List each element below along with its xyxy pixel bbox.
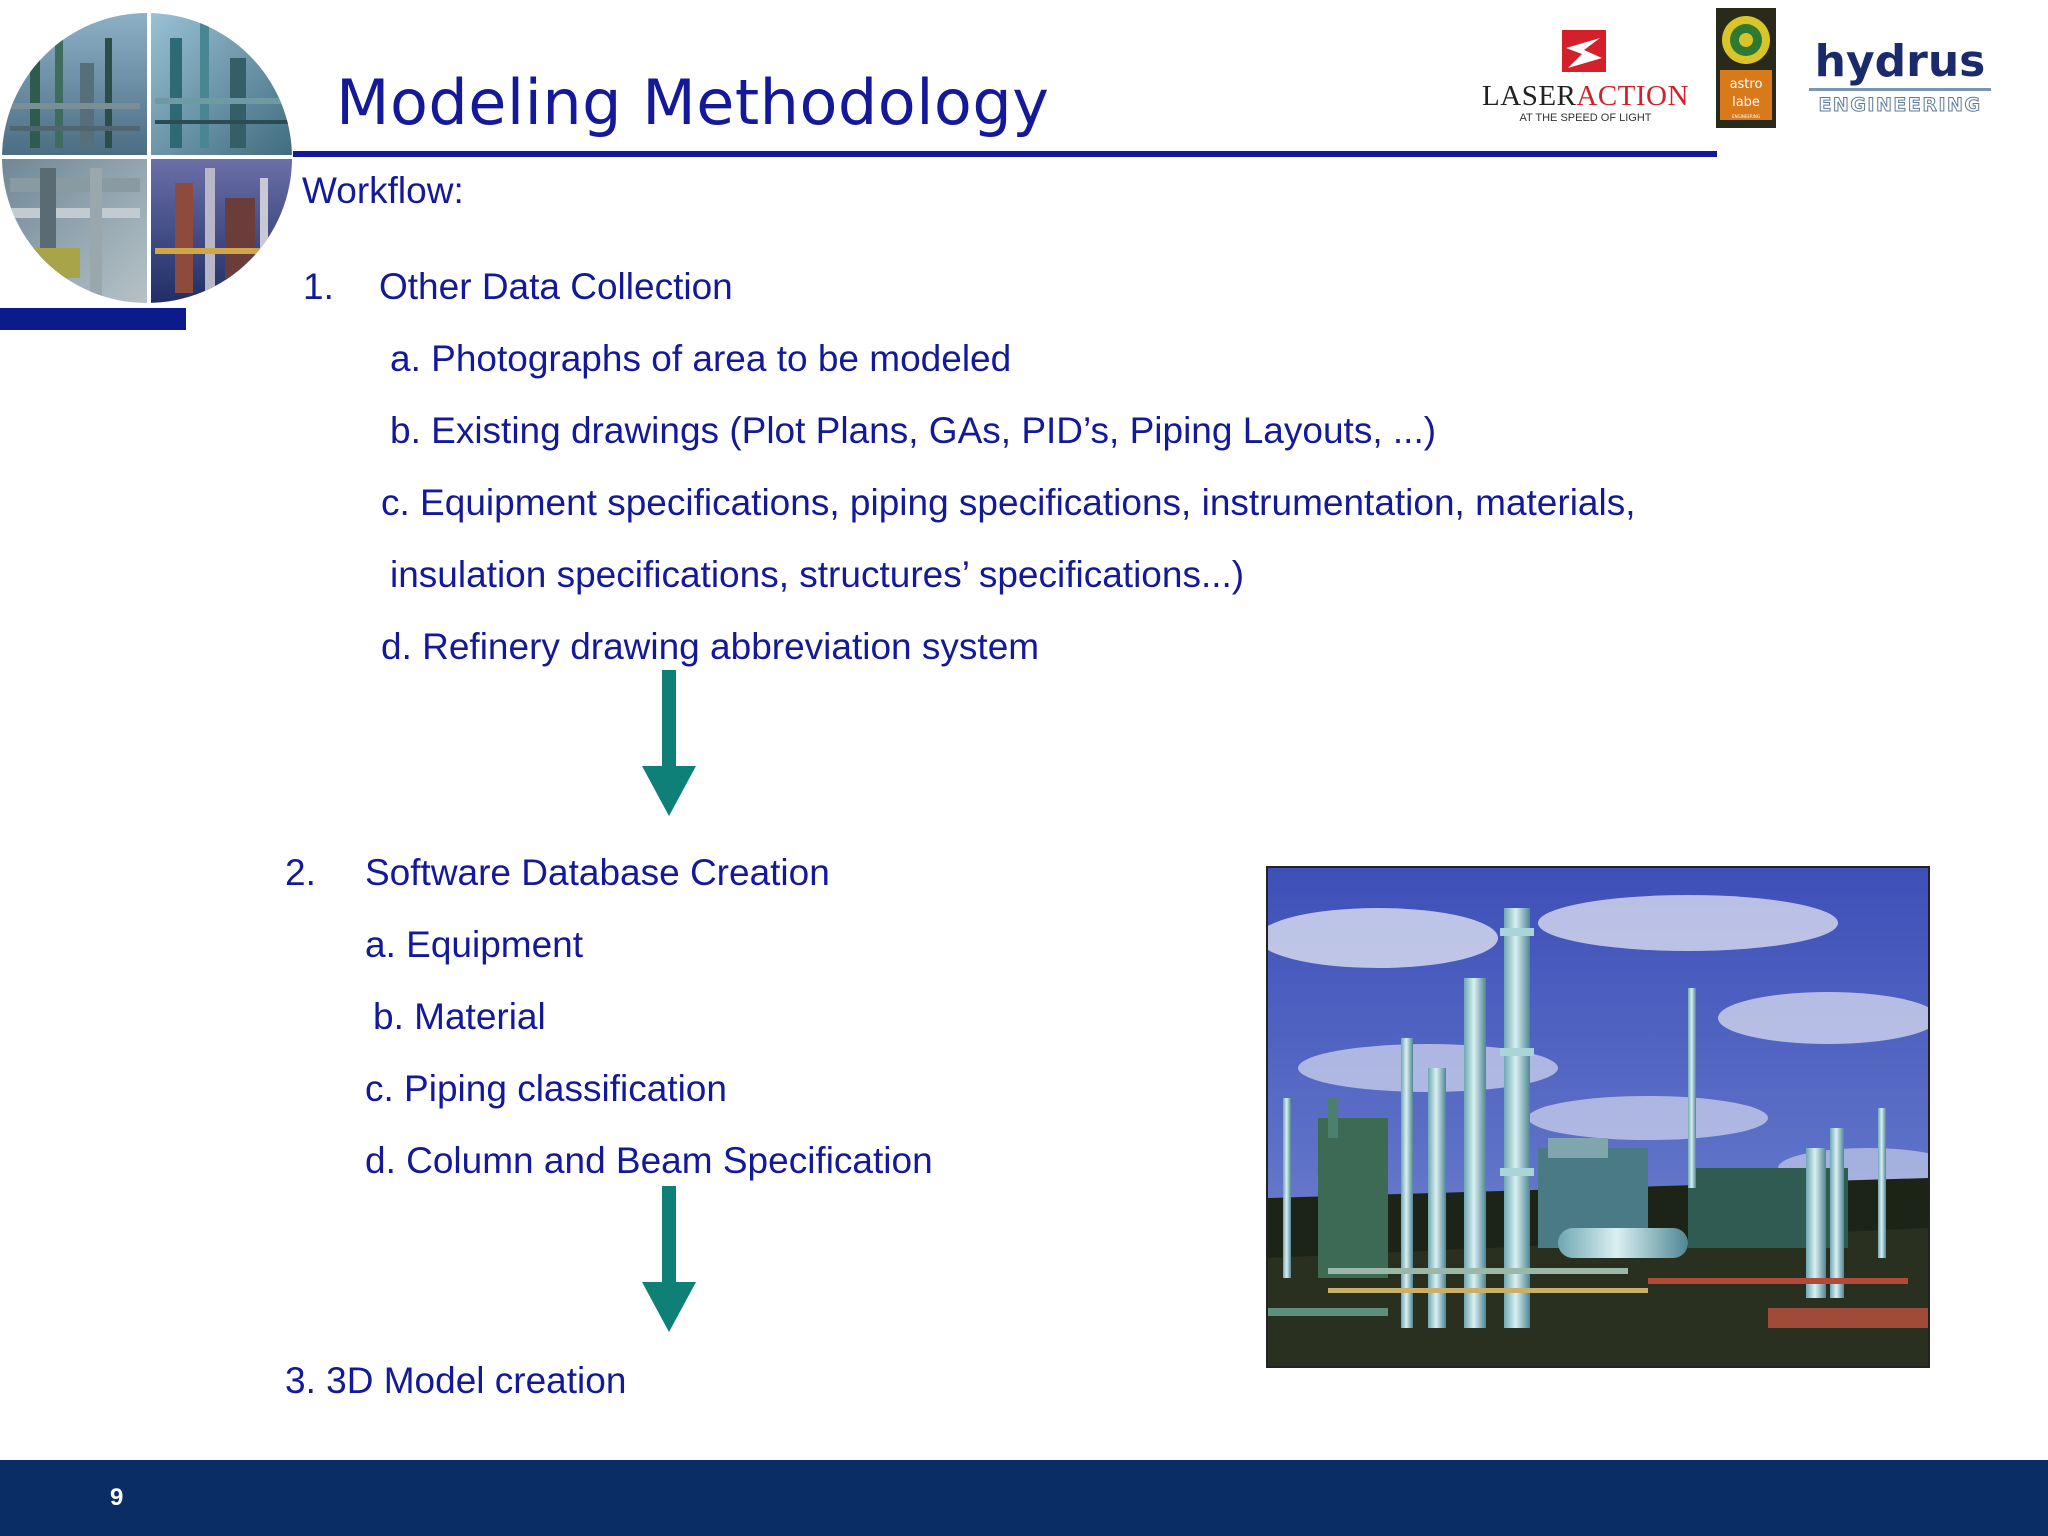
astrolabe-text-bottom: labe — [1732, 95, 1760, 110]
laseraction-wordmark: LASERACTION — [1482, 80, 1689, 112]
laseraction-logo — [1478, 28, 1693, 128]
step1-item: a. Photographs of area to be modeled — [390, 338, 1012, 379]
workflow-heading: Workflow: — [302, 170, 464, 211]
laseraction-emblem-icon — [1560, 28, 1608, 74]
step2-label: Software Database Creation — [365, 852, 830, 893]
title-underline — [293, 151, 1717, 157]
step1-item: insulation specifications, structures’ specifications...) — [390, 554, 1245, 595]
header-accent-bar — [0, 308, 186, 330]
astrolabe-logo — [1716, 8, 1776, 128]
step1-label: Other Data Collection — [379, 266, 733, 307]
step1-number: 1. — [303, 266, 334, 307]
step2-item: c. Piping classification — [365, 1068, 727, 1109]
hydrus-subtitle: ENGINEERING — [1818, 94, 1982, 116]
page-number: 9 — [110, 1484, 124, 1511]
step2-number: 2. — [285, 852, 316, 893]
footer-bar — [0, 1460, 2048, 1536]
step1-item: c. Equipment specifications, piping specifications, instrumentation, materials, — [381, 482, 1636, 523]
step2-item: a. Equipment — [365, 924, 584, 965]
arrow-down-icon — [642, 1186, 696, 1334]
astrolabe-text-top: astro — [1729, 77, 1763, 92]
step3-label: 3. 3D Model creation — [285, 1360, 627, 1401]
industrial-collage-image — [0, 8, 295, 303]
astrolabe-text-small: ENGINEERING — [1732, 114, 1760, 119]
hydrus-wordmark: hydrus — [1814, 36, 1986, 87]
hydrus-logo — [1805, 36, 1995, 118]
step1-item: b. Existing drawings (Plot Plans, GAs, PID’s, Piping Layouts, ...) — [390, 410, 1437, 451]
step2-item: d. Column and Beam Specification — [365, 1140, 933, 1181]
refinery-3d-model-image — [1266, 866, 1930, 1368]
arrow-down-icon — [642, 670, 696, 818]
step1-item: d. Refinery drawing abbreviation system — [381, 626, 1040, 667]
hydrus-divider — [1809, 88, 1991, 91]
laseraction-tagline: AT THE SPEED OF LIGHT — [1519, 112, 1652, 124]
slide-title: Modeling Methodology — [336, 66, 1050, 139]
step2-item: b. Material — [373, 996, 546, 1037]
